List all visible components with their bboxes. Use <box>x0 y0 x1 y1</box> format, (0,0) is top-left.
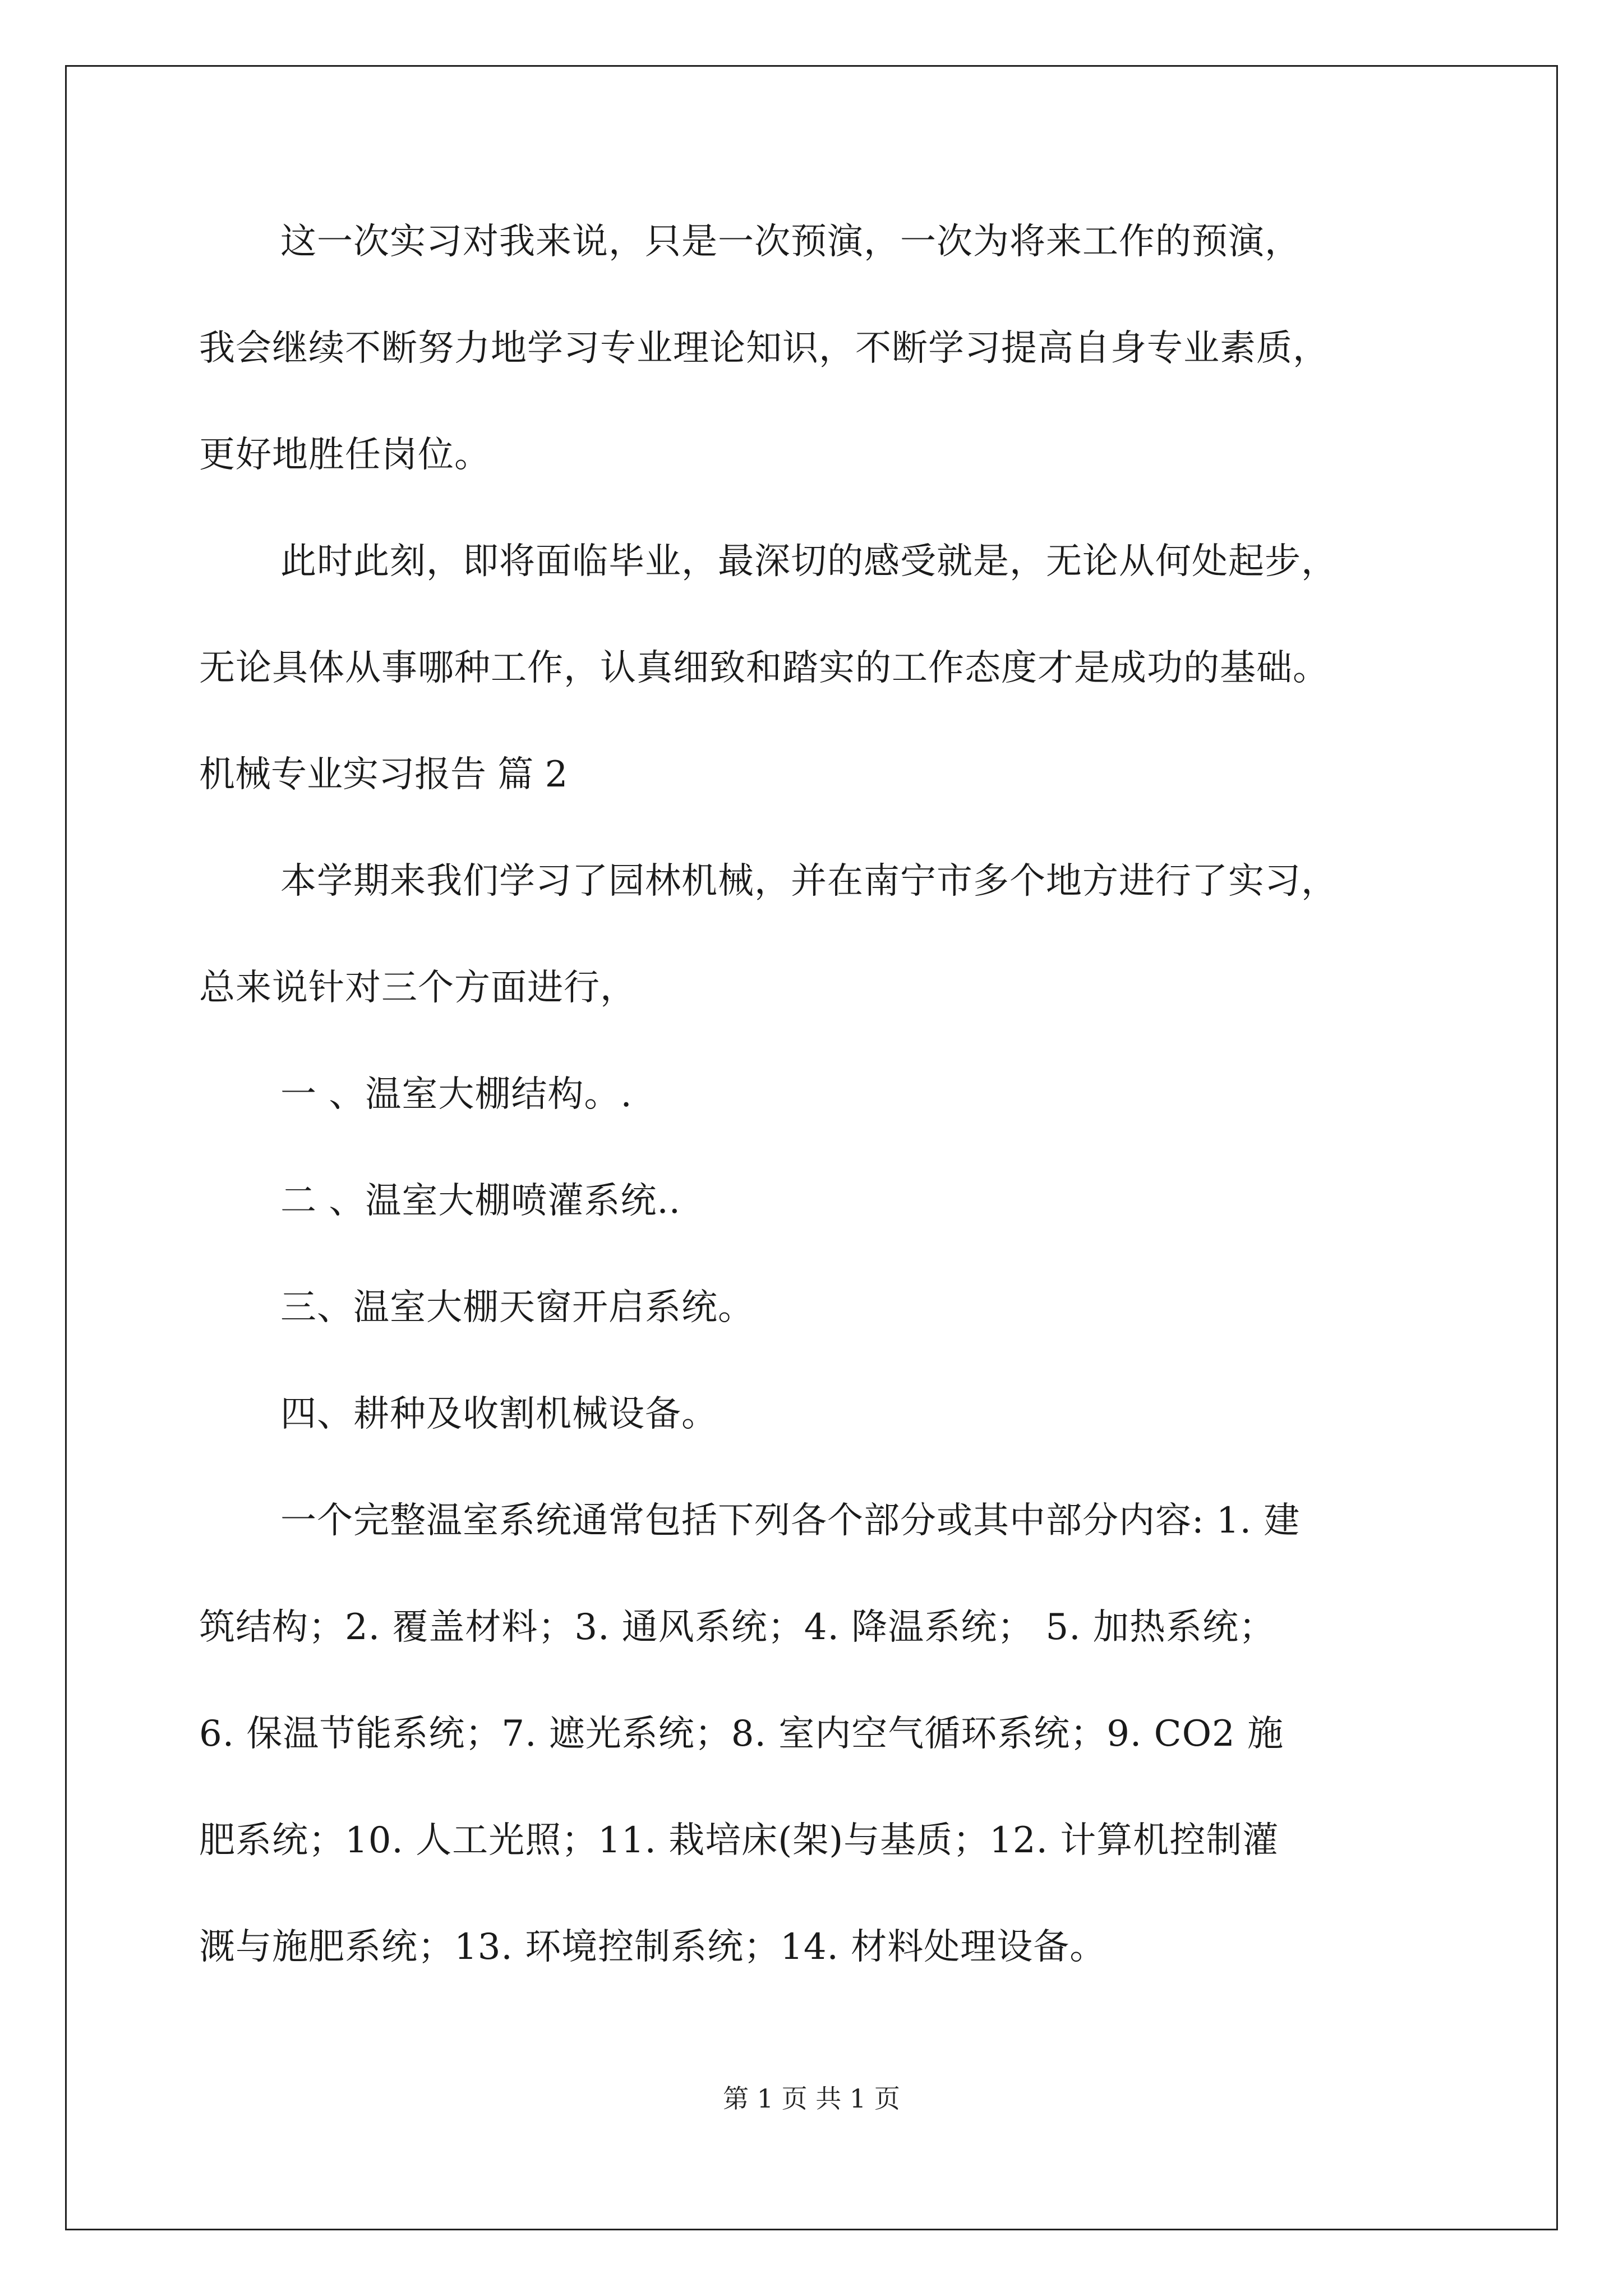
page-number-footer: 第 1 页 共 1 页 <box>723 2083 900 2114</box>
list-item: 四、耕种及收割机械设备。 <box>280 1393 718 1435</box>
paragraph-line: 这一次实习对我来说，只是一次预演，一次为将来工作的预演， <box>280 221 1301 263</box>
paragraph-line: 筑结构；2. 覆盖材料；3. 通风系统；4. 降温系统； 5. 加热系统； <box>199 1607 1275 1648</box>
paragraph-line: 6. 保温节能系统；7. 遮光系统；8. 室内空气循环系统；9. CO2 施 <box>199 1713 1284 1755</box>
list-item: 二 、温室大棚喷灌系统.. <box>280 1180 681 1222</box>
paragraph-line: 肥系统；10. 人工光照；11. 栽培床(架)与基质；12. 计算机控制灌 <box>199 1820 1279 1861</box>
paragraph-line: 本学期来我们学习了园林机械，并在南宁市多个地方进行了实习， <box>280 861 1338 902</box>
section-heading: 机械专业实习报告 篇 2 <box>199 754 568 795</box>
document-body <box>199 222 1450 2033</box>
paragraph-line: 此时此刻，即将面临毕业，最深切的感受就是，无论从何处起步， <box>280 541 1338 582</box>
list-item: 一 、温室大棚结构。. <box>280 1074 633 1115</box>
paragraph-line: 一个完整温室系统通常包括下列各个部分或其中部分内容: 1. 建 <box>280 1500 1301 1542</box>
list-item: 三、温室大棚天窗开启系统。 <box>280 1287 754 1328</box>
paragraph-line: 我会继续不断努力地学习专业理论知识，不断学习提高自身专业素质， <box>199 328 1329 369</box>
paragraph-line: 总来说针对三个方面进行， <box>199 967 637 1009</box>
paragraph-line: 更好地胜任岗位。 <box>199 434 491 476</box>
paragraph-line: 溉与施肥系统；13. 环境控制系统；14. 材料处理设备。 <box>199 1926 1106 1968</box>
paragraph-line: 无论具体从事哪种工作，认真细致和踏实的工作态度才是成功的基础。 <box>199 647 1329 689</box>
